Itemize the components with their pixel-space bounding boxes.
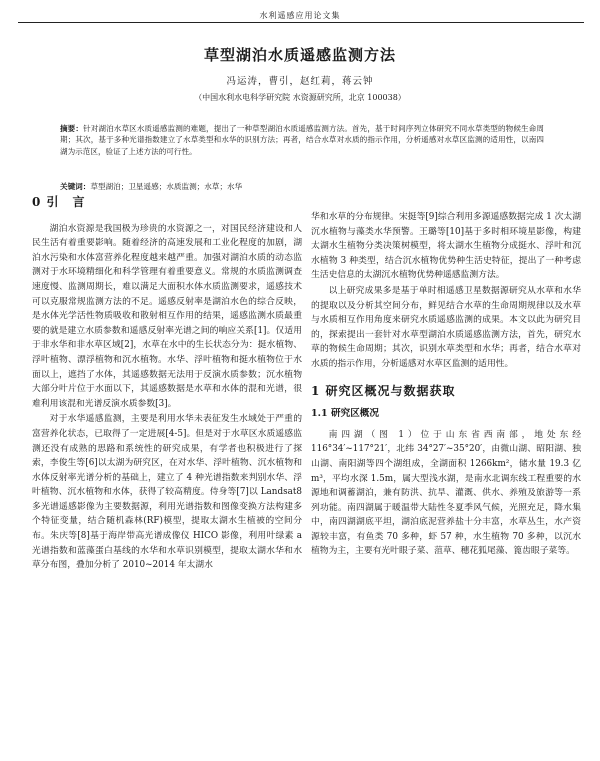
subsection-heading: 1.1 研究区概况 — [311, 408, 379, 420]
keywords — [60, 181, 544, 192]
paper-title: 草型湖泊水质遥感监测方法 — [203, 46, 396, 64]
affiliation: （中国水利水电科学研究院 水资源研究所，北京 100038） — [194, 93, 406, 102]
paragraph: 湖泊水资源是我国极为珍贵的水资源之一，对国民经济建设和人民生活有着重要影响。随着经济的高速发展和工业化程度的加剧，湖泊水污染和水体富营养化程度越来越严重。加强对湖泊水质的动态监测对于水环境精细化和科学管理有着重要意义。常规的水质监测调查速度慢、监测周期长，难以满足大面积水体水质监测要求，遥感技术可以克服常规监测方法的不足。遥感反射率是湖泊水色的综合反映，是水体光学活性物质吸收和散射相互作用的结果，遥感监测水质最重要的就是建立水质参数和遥感反射率光谱之间的响应关系[1]。仅适用于非水华和非水草区域[2]，水草在水中的生长状态分为：挺水植物、浮叶植物、漂浮植物和沉水植物。水华、浮叶植物和挺水植物位于水面以上，遮挡了水体，其遥感数据无法用于反演水质参数；沉水植物大部分叶片位于水面以下，其遥感数据是水草和水体的混和光谱，很难利用该混和光谱反演水质参数[3]。 — [32, 223, 302, 409]
running-head: 水利遥感应用论文集 — [259, 11, 341, 20]
right-column — [311, 210, 581, 559]
section-heading-introduction: 0 引 言 — [32, 195, 86, 209]
paragraph: 以上研究成果多是基于单时相遥感卫星数据源研究从水草和水华的提取以及分析其空间分布，鲜见结合水草的生命周期规律以及水草与水质相互作用角度来研究水质遥感监测的成果。本文以此为研究目的，探索提出一套针对水草型湖泊水质遥感监测方法，首先，研究水草的物候生命周期；其次，识别水草类型和水华；再者，结合水草对水质的指示作用，分析遥感对水草区监测的适用性。 — [311, 285, 581, 369]
author-list: 冯运涛，曹引，赵红莉，蒋云钟 — [226, 76, 374, 87]
keywords-text: 草型湖泊；卫星遥感；水质监测；水草；水华 — [90, 182, 243, 191]
abstract — [60, 123, 544, 157]
abstract-text: 针对湖泊水草区水质遥感监测的难题，提出了一种草型湖泊水质遥感监测方法。首先，基于时间序列立体研究不同水草类型的物候生命周期；其次，基于多种光谱指数建立了水草类型和水华的识别方法；再者，结合水草对水质的指示作用，分析遥感对水草区监测的适用性，以南四湖为示范区，验证了上述方法的可行性。 — [60, 124, 545, 156]
header-rule — [18, 22, 584, 23]
abstract-label: 摘要： — [60, 124, 84, 133]
section-heading-study-area: 1 研究区概况与数据获取 — [311, 383, 456, 398]
paragraph: 对于水华遥感监测，主要是利用水华未表征发生水域处于严重的富营养化状态，已取得了一定进展[4-5]。但是对于水草区水质遥感监测还没有成熟的思路和系统性的研究成果，有学者也积极进行了探索，李俊生等[6]以太湖为研究区，在对水华、浮叶植物、沉水植物和水体反射率光谱分析的基础上，建立了 4 种光谱指数来判别水华、浮叶植物、沉水植物和水体，获得了较高精度。侍身等[7]以 Landsat8 多光谱遥感影像为主要数据源，利用光谱指数和图像变换方法构建多个特征变量，结合随机森林(RF)模型，提取太湖水生植被的空间分布。朱庆等[8]基于海岸带高光谱成像仪 HICO 影像，利用叶绿素 a 光谱指数和蓝藻蛋白基线的水华和水草识别模型，提取太湖水华和水草分布图，叠加分析了 2010~2014 年太湖水 — [32, 414, 302, 571]
paragraph: 华和水草的分布规律。宋挺等[9]综合利用多源遥感数据完成 1 次太湖沉水植物与藻类水华预警。王璐等[10]基于多时相环境星影像，构建太湖水生植物分类决策树模型，将太湖水生植物分成挺水、浮叶和沉水植物 3 种类型，结合沉水植物优势种生活史特征，提出了一种考虑生活史信息的太湖沉水植物优势种遥感监测方法。 — [311, 212, 581, 281]
keywords-label: 关键词： — [60, 182, 91, 191]
left-column — [32, 195, 302, 573]
paragraph: 南四湖（图 1）位于山东省西南部，地处东经 116°34′~117°21′，北纬 34°27′~35°20′，由微山湖、昭阳湖、独山湖、南阳湖等四个湖组成，全湖面积 1266km²，储水量 19.3 亿 m³，平均水深 1.5m，属大型浅水湖，是南水北调东线工程重要的水源地和调蓄湖泊，兼有防洪、抗旱、灌溉、供水、养殖及旅游等一系列功能。南四湖属于暖温带大陆性冬夏季风气候，光照充足，降水集中，南四湖湖底平坦，湖泊底泥营养盐十分丰富，水草丛生，水产资源较丰富，有鱼类 70 多种，虾 57 种，水生植物 70 多种，以沉水植物为主，主要有光叶眼子菜、菹草、穗花狐尾藻、篦齿眼子菜等。 — [311, 429, 581, 557]
